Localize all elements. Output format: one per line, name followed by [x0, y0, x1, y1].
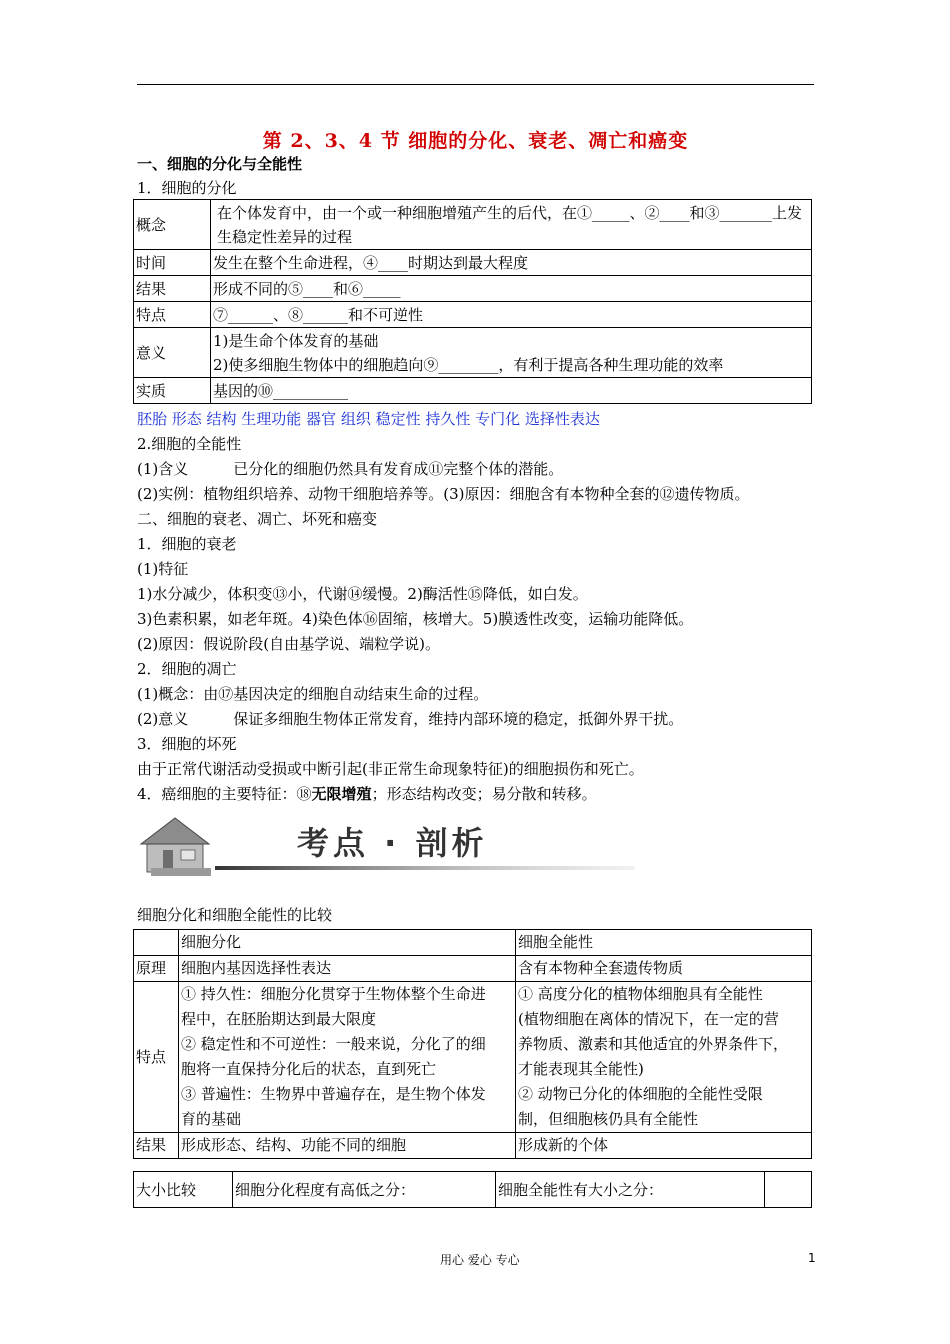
row-label-concept: 概念	[134, 200, 211, 250]
text-line-7: 1)水分减少，体积变⑬小，代谢⑭缓慢。2)酶活性⑮降低，如白发。	[137, 585, 588, 603]
row-label-essence: 实质	[134, 378, 211, 404]
text-line-2: (1)含义 已分化的细胞仍然具有发育成⑪完整个体的潜能。	[137, 460, 564, 478]
row-label-characteristics: 特点	[134, 982, 179, 1133]
text-line-11: (1)概念：由⑰基因决定的细胞自动结束生命的过程。	[137, 685, 489, 703]
toti-feature-line: 才能表现其全能性)	[518, 1060, 644, 1078]
principle-differentiation: 细胞内基因选择性表达	[179, 956, 516, 982]
cancer-prefix: 4．癌细胞的主要特征：⑱	[137, 785, 312, 803]
text-line-14: 由于正常代谢活动受损或中断引起(非正常生命现象特征)的细胞损伤和死亡。	[137, 760, 644, 778]
text-line-cancer	[137, 785, 597, 803]
text-line-3: (2)实例：植物组织培养、动物干细胞培养等。(3)原因：细胞含有本物种全套的⑫遗传物质。	[137, 485, 750, 503]
row-value-feature: ⑦______、⑧______和不可逆性	[211, 302, 812, 328]
toti-feature-line: 制，但细胞核仍具有全能性	[518, 1110, 699, 1128]
significance-line-2: 2)使多细胞生物体中的细胞趋向⑨________，有利于提高各种生理功能的效率	[213, 355, 724, 374]
toti-feature-line: (植物细胞在离体的情况下，在一定的营	[518, 1010, 779, 1028]
row-value-significance	[211, 328, 812, 378]
row-label-time: 时间	[134, 250, 211, 276]
section-heading-1: 一、细胞的分化与全能性	[137, 155, 303, 173]
text-line-12: (2)意义 保证多细胞生物体正常发育，维持内部环境的稳定，抵御外界干扰。	[137, 710, 684, 728]
compare-title: 细胞分化和细胞全能性的比较	[137, 906, 333, 924]
row-label-feature: 特点	[134, 302, 211, 328]
banner-underline	[215, 866, 635, 870]
row-label-outcome: 结果	[134, 1133, 179, 1159]
toti-feature-line: 养物质、激素和其他适宜的外界条件下，	[518, 1035, 789, 1053]
row-value-time: 发生在整个生命进程，④____时期达到最大程度	[211, 250, 812, 276]
banner-text: 考点 · 剖析	[297, 824, 488, 862]
col-header-differentiation: 细胞分化	[179, 930, 516, 956]
diff-feature-line: ③ 普遍性：生物界中普遍存在，是生物个体发	[181, 1085, 486, 1103]
row-label-size: 大小比较	[134, 1172, 233, 1208]
page-title: 第 2、3、4 节 细胞的分化、衰老、凋亡和癌变	[262, 130, 689, 152]
principle-totipotency: 含有本物种全套遗传物质	[516, 956, 812, 982]
header-rule	[137, 84, 814, 85]
row-value-result: 形成不同的⑤____和⑥_____	[211, 276, 812, 302]
diff-feature-line: ① 持久性：细胞分化贯穿于生物体整个生命进	[181, 985, 486, 1003]
row-label-result: 结果	[134, 276, 211, 302]
diff-feature-line: ② 稳定性和不可逆性：一般来说，分化了的细	[181, 1035, 486, 1053]
comparison-table	[133, 929, 812, 1159]
text-line-5: 1．细胞的衰老	[137, 535, 237, 553]
cancer-bold: 无限增殖	[311, 785, 372, 803]
kaodian-banner	[137, 812, 637, 882]
col-header-totipotency: 细胞全能性	[516, 930, 812, 956]
empty-cell	[765, 1172, 812, 1208]
footer-slogan: 用心 爱心 专心	[440, 1253, 520, 1267]
toti-feature-line: ② 动物已分化的体细胞的全能性受限	[518, 1085, 763, 1103]
cancer-suffix: ；形态结构改变；易分散和转移。	[371, 785, 597, 803]
diff-feature-line: 育的基础	[181, 1110, 242, 1128]
text-line-13: 3．细胞的坏死	[137, 735, 237, 753]
text-line-1: 2.细胞的全能性	[137, 435, 242, 453]
differentiation-table	[133, 199, 812, 404]
significance-line-1: 1)是生命个体发育的基础	[213, 331, 379, 350]
subheading-differentiation: 1．细胞的分化	[137, 179, 237, 197]
row-label-principle: 原理	[134, 956, 179, 982]
size-totipotency: 细胞全能性有大小之分：	[496, 1172, 765, 1208]
text-line-9: (2)原因：假说阶段(自由基学说、端粒学说)。	[137, 635, 440, 653]
characteristics-differentiation	[179, 982, 516, 1133]
diff-feature-line: 程中，在胚胎期达到最大限度	[181, 1010, 377, 1028]
outcome-differentiation: 形成形态、结构、功能不同的细胞	[179, 1133, 516, 1159]
toti-feature-line: ① 高度分化的植物体细胞具有全能性	[518, 985, 763, 1003]
page-number: 1	[808, 1251, 816, 1265]
size-differentiation: 细胞分化程度有高低之分：	[233, 1172, 496, 1208]
characteristics-totipotency	[516, 982, 812, 1133]
outcome-totipotency: 形成新的个体	[516, 1133, 812, 1159]
corner-cell	[134, 930, 179, 956]
text-line-8: 3)色素积累，如老年斑。4)染色体⑯固缩，核增大。5)膜透性改变，运输功能降低。	[137, 610, 694, 628]
text-line-10: 2．细胞的凋亡	[137, 660, 237, 678]
section-heading-2: 二、细胞的衰老、凋亡、坏死和癌变	[137, 510, 378, 528]
text-line-6: (1)特征	[137, 560, 189, 578]
row-label-significance: 意义	[134, 328, 211, 378]
row-value-essence: 基因的⑩__________	[211, 378, 812, 404]
diff-feature-line: 胞将一直保持分化后的状态，直到死亡	[181, 1060, 437, 1078]
answer-key: 胚胎 形态 结构 生理功能 器官 组织 稳定性 持久性 专门化 选择性表达	[137, 410, 600, 428]
row-value-concept: 在个体发育中，由一个或一种细胞增殖产生的后代，在①_____、②____和③_______上发生稳定性差异的过程	[211, 200, 812, 250]
house-icon	[141, 818, 211, 876]
size-comparison-table	[133, 1171, 812, 1208]
